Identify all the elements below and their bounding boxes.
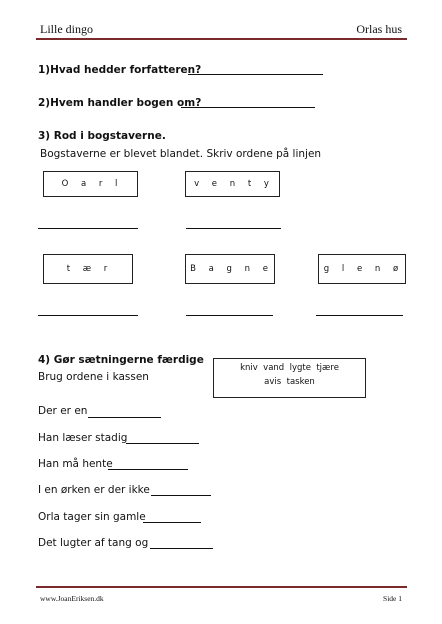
question-3-title: 3) Rod i bogstaverne.: [38, 130, 166, 142]
scramble-letters: g l e n ø: [323, 264, 401, 274]
sentence-answer-line-1[interactable]: [88, 417, 161, 418]
sentence-1: Der er en: [38, 405, 88, 417]
sentence-answer-line-3[interactable]: [108, 469, 188, 470]
sentence-2: Han læser stadig: [38, 432, 128, 444]
header-title-right: Orlas hus: [356, 22, 402, 36]
sentence-3: Han må hente: [38, 458, 113, 470]
scramble-box-4: [185, 254, 275, 284]
sentence-answer-line-4[interactable]: [151, 495, 211, 496]
scramble-letters: t æ r: [66, 264, 110, 274]
answer-line-1[interactable]: [188, 74, 323, 75]
scramble-box-1: [43, 171, 138, 197]
question-4-instruction: Brug ordene i kassen: [38, 371, 149, 383]
footer-rule: [36, 586, 407, 588]
word-bank-line-2: avis tasken: [264, 377, 315, 387]
scramble-answer-line-3[interactable]: [38, 315, 138, 316]
scramble-answer-line-2[interactable]: [186, 228, 281, 229]
scramble-box-3: [43, 254, 133, 284]
question-1: 1)Hvad hedder forfatteren?: [38, 64, 202, 76]
sentence-answer-line-6[interactable]: [150, 548, 213, 549]
sentence-4: I en ørken er der ikke: [38, 484, 150, 496]
scramble-answer-line-4[interactable]: [186, 315, 273, 316]
sentence-5: Orla tager sin gamle: [38, 511, 146, 523]
scramble-letters: O a r l: [61, 179, 120, 189]
answer-line-2[interactable]: [181, 107, 315, 108]
word-bank-line-1: kniv vand lygte tjære: [240, 363, 339, 373]
sentence-answer-line-2[interactable]: [126, 443, 199, 444]
sentence-answer-line-5[interactable]: [143, 522, 201, 523]
scramble-answer-line-1[interactable]: [38, 228, 138, 229]
sentence-6: Det lugter af tang og: [38, 537, 149, 549]
scramble-answer-line-5[interactable]: [316, 315, 403, 316]
header-rule: [36, 38, 407, 40]
header-title-left: Lille dingo: [40, 22, 93, 36]
scramble-box-5: [318, 254, 406, 284]
footer-website: www.JoanEriksen.dk: [40, 594, 104, 603]
question-2: 2)Hvem handler bogen om?: [38, 97, 202, 109]
word-bank-box: [213, 358, 366, 398]
scramble-letters: B a g n e: [190, 264, 270, 274]
question-3-instruction: Bogstaverne er blevet blandet. Skriv ordene på linjen: [40, 148, 322, 160]
scramble-box-2: [185, 171, 280, 197]
footer-page-number: Side 1: [383, 594, 402, 603]
question-4-title: 4) Gør sætningerne færdige: [38, 354, 204, 366]
scramble-letters: v e n t y: [194, 179, 271, 189]
